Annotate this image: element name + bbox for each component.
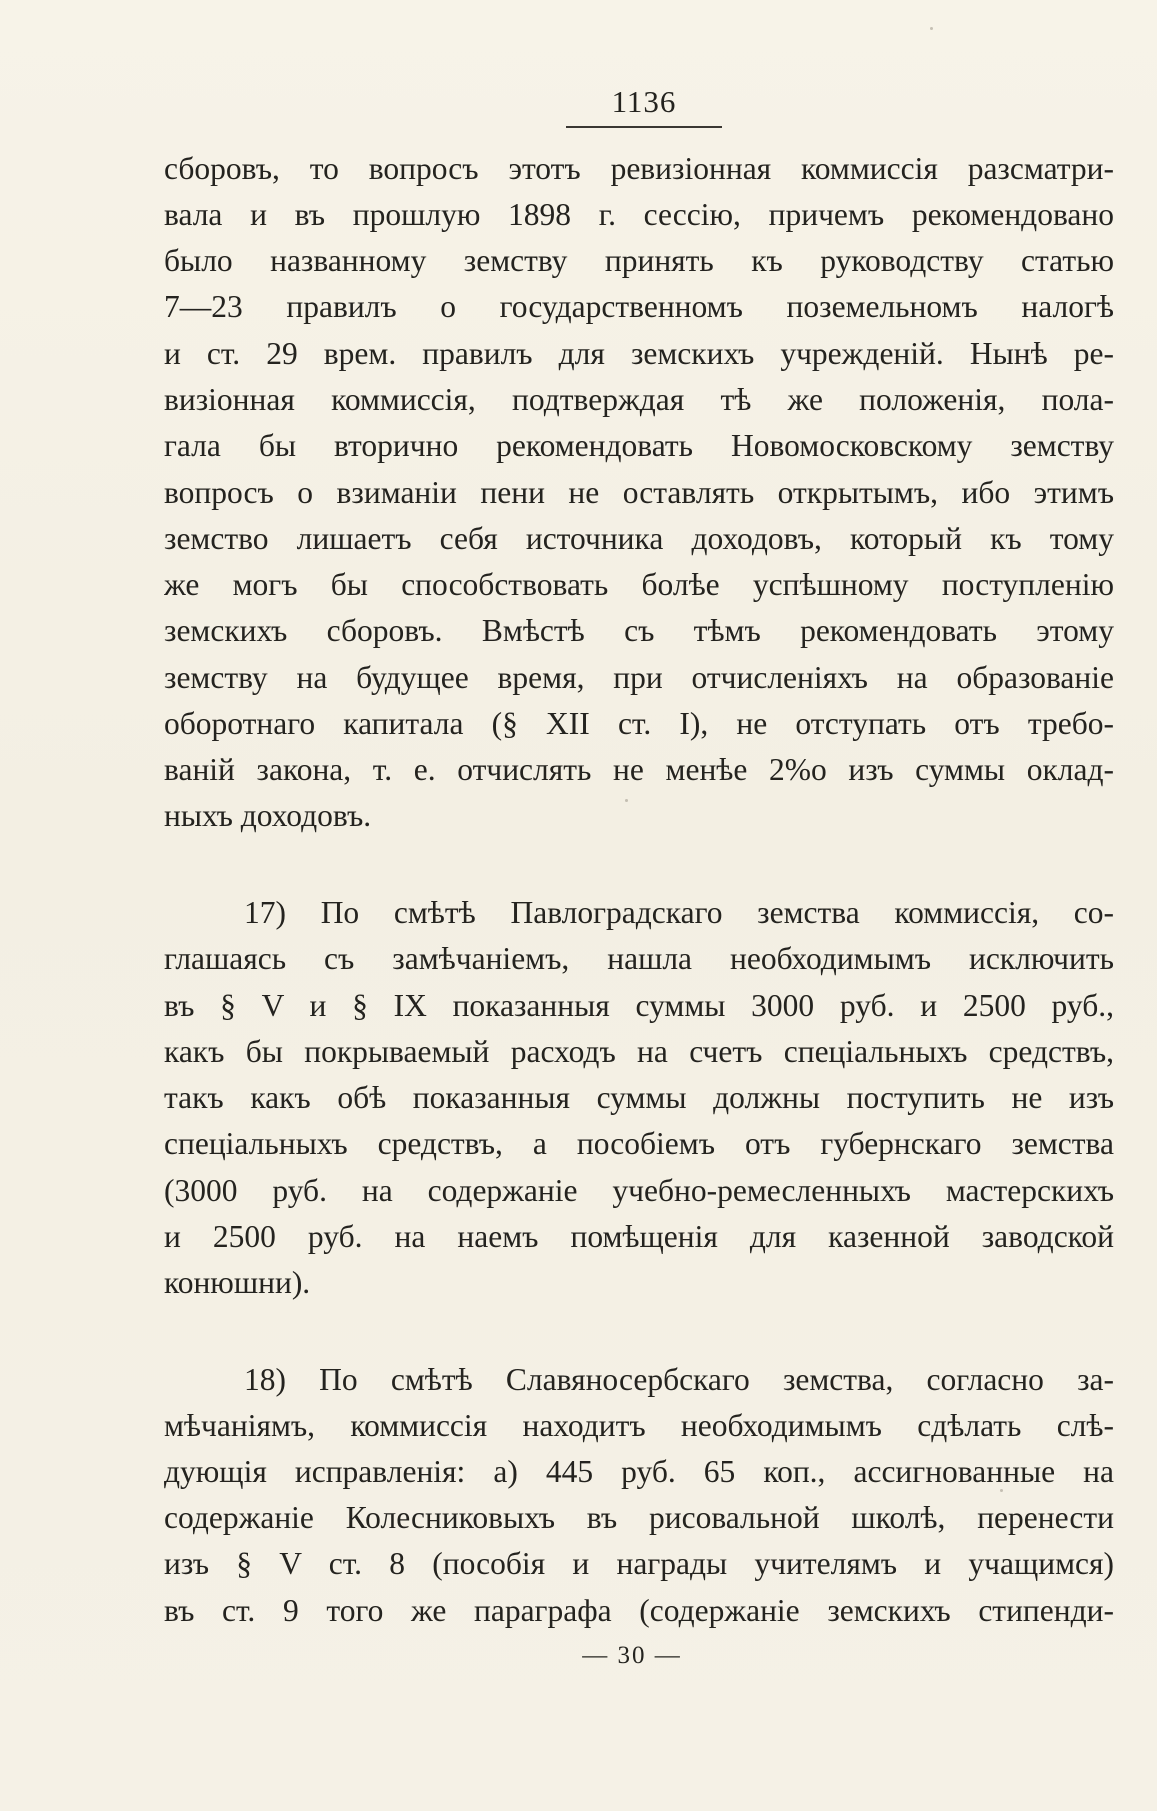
text-line-04: 7—23 правилъ о государственномъ поземельномъ налогѣ bbox=[164, 289, 1114, 324]
section-18-line-03: дующiя исправленiя: а) 445 руб. 65 коп., ассигнованные на bbox=[164, 1454, 1114, 1489]
page-number: 1136 bbox=[611, 84, 677, 119]
section-18-line-01: 18) По смѣтѣ Славяносербскаго земства, согласно за- bbox=[244, 1362, 1114, 1397]
section-18-line-02: мѣчанiямъ, коммиссiя находитъ необходимымъ сдѣлать слѣ- bbox=[164, 1408, 1114, 1443]
text-line-15: ныхъ доходовъ. bbox=[164, 798, 372, 833]
section-18-line-05: изъ § V ст. 8 (пособiя и награды учителямъ и учащимся) bbox=[164, 1546, 1114, 1581]
page-number-rule bbox=[566, 126, 722, 128]
text-line-11: земскихъ сборовъ. Вмѣстѣ съ тѣмъ рекомендовать этому bbox=[164, 613, 1114, 648]
section-17-line-04: какъ бы покрываемый расходъ на счетъ спецiальныхъ средствъ, bbox=[164, 1034, 1114, 1069]
section-17-line-05: такъ какъ обѣ показанныя суммы должны поступить не изъ bbox=[164, 1080, 1114, 1115]
section-17-line-09: конюшни). bbox=[164, 1265, 311, 1300]
text-line-12: земству на будущее время, при отчисленiяхъ на образованiе bbox=[164, 660, 1114, 695]
signature-mark: — 30 — bbox=[582, 1642, 682, 1669]
section-18-line-06: въ ст. 9 того же параграфа (содержанiе земскихъ стипенди- bbox=[164, 1593, 1114, 1628]
section-17-line-06: спецiальныхъ средствъ, а пособiемъ отъ губернскаго земства bbox=[164, 1126, 1114, 1161]
section-17-line-07: (3000 руб. на содержанiе учебно-ремесленныхъ мастерскихъ bbox=[164, 1173, 1114, 1208]
paper-speck bbox=[625, 799, 628, 802]
section-18-line-04: содержанiе Колесниковыхъ въ рисовальной школѣ, перенести bbox=[164, 1500, 1114, 1535]
text-line-01: сборовъ, то вопросъ этотъ ревизiонная коммиссiя разсматри- bbox=[164, 151, 1114, 186]
section-17-line-02: глашаясь съ замѣчанiемъ, нашла необходимымъ исключить bbox=[164, 941, 1114, 976]
text-line-06: визiонная коммиссiя, подтверждая тѣ же положенiя, пола- bbox=[164, 382, 1114, 417]
text-line-14: ванiй закона, т. е. отчислять не менѣе 2%о изъ суммы оклад- bbox=[164, 752, 1114, 787]
page-number-container bbox=[566, 82, 722, 122]
text-line-09: земство лишаетъ себя источника доходовъ, который къ тому bbox=[164, 521, 1114, 556]
section-17-line-03: въ § V и § IX показанныя суммы 3000 руб. и 2500 руб., bbox=[164, 988, 1114, 1023]
text-line-03: было названному земству принять къ руководству статью bbox=[164, 243, 1114, 278]
text-line-07: гала бы вторично рекомендовать Новомосковскому земству bbox=[164, 428, 1114, 463]
paper-speck bbox=[930, 27, 933, 30]
section-17-line-08: и 2500 руб. на наемъ помѣщенiя для казенной заводской bbox=[164, 1219, 1114, 1254]
text-line-13: оборотнаго капитала (§ XII ст. I), не отступать отъ требо- bbox=[164, 706, 1114, 741]
paper-speck bbox=[1000, 1489, 1003, 1492]
text-line-02: вала и въ прошлую 1898 г. сессiю, причемъ рекомендовано bbox=[164, 197, 1114, 232]
text-line-05: и ст. 29 врем. правилъ для земскихъ учрежденiй. Нынѣ ре- bbox=[164, 336, 1114, 371]
text-line-10: же могъ бы способствовать болѣе успѣшному поступленiю bbox=[164, 567, 1114, 602]
section-17-line-01: 17) По смѣтѣ Павлоградскаго земства коммиссiя, со- bbox=[244, 895, 1114, 930]
text-line-08: вопросъ о взиманiи пени не оставлять открытымъ, ибо этимъ bbox=[164, 475, 1114, 510]
